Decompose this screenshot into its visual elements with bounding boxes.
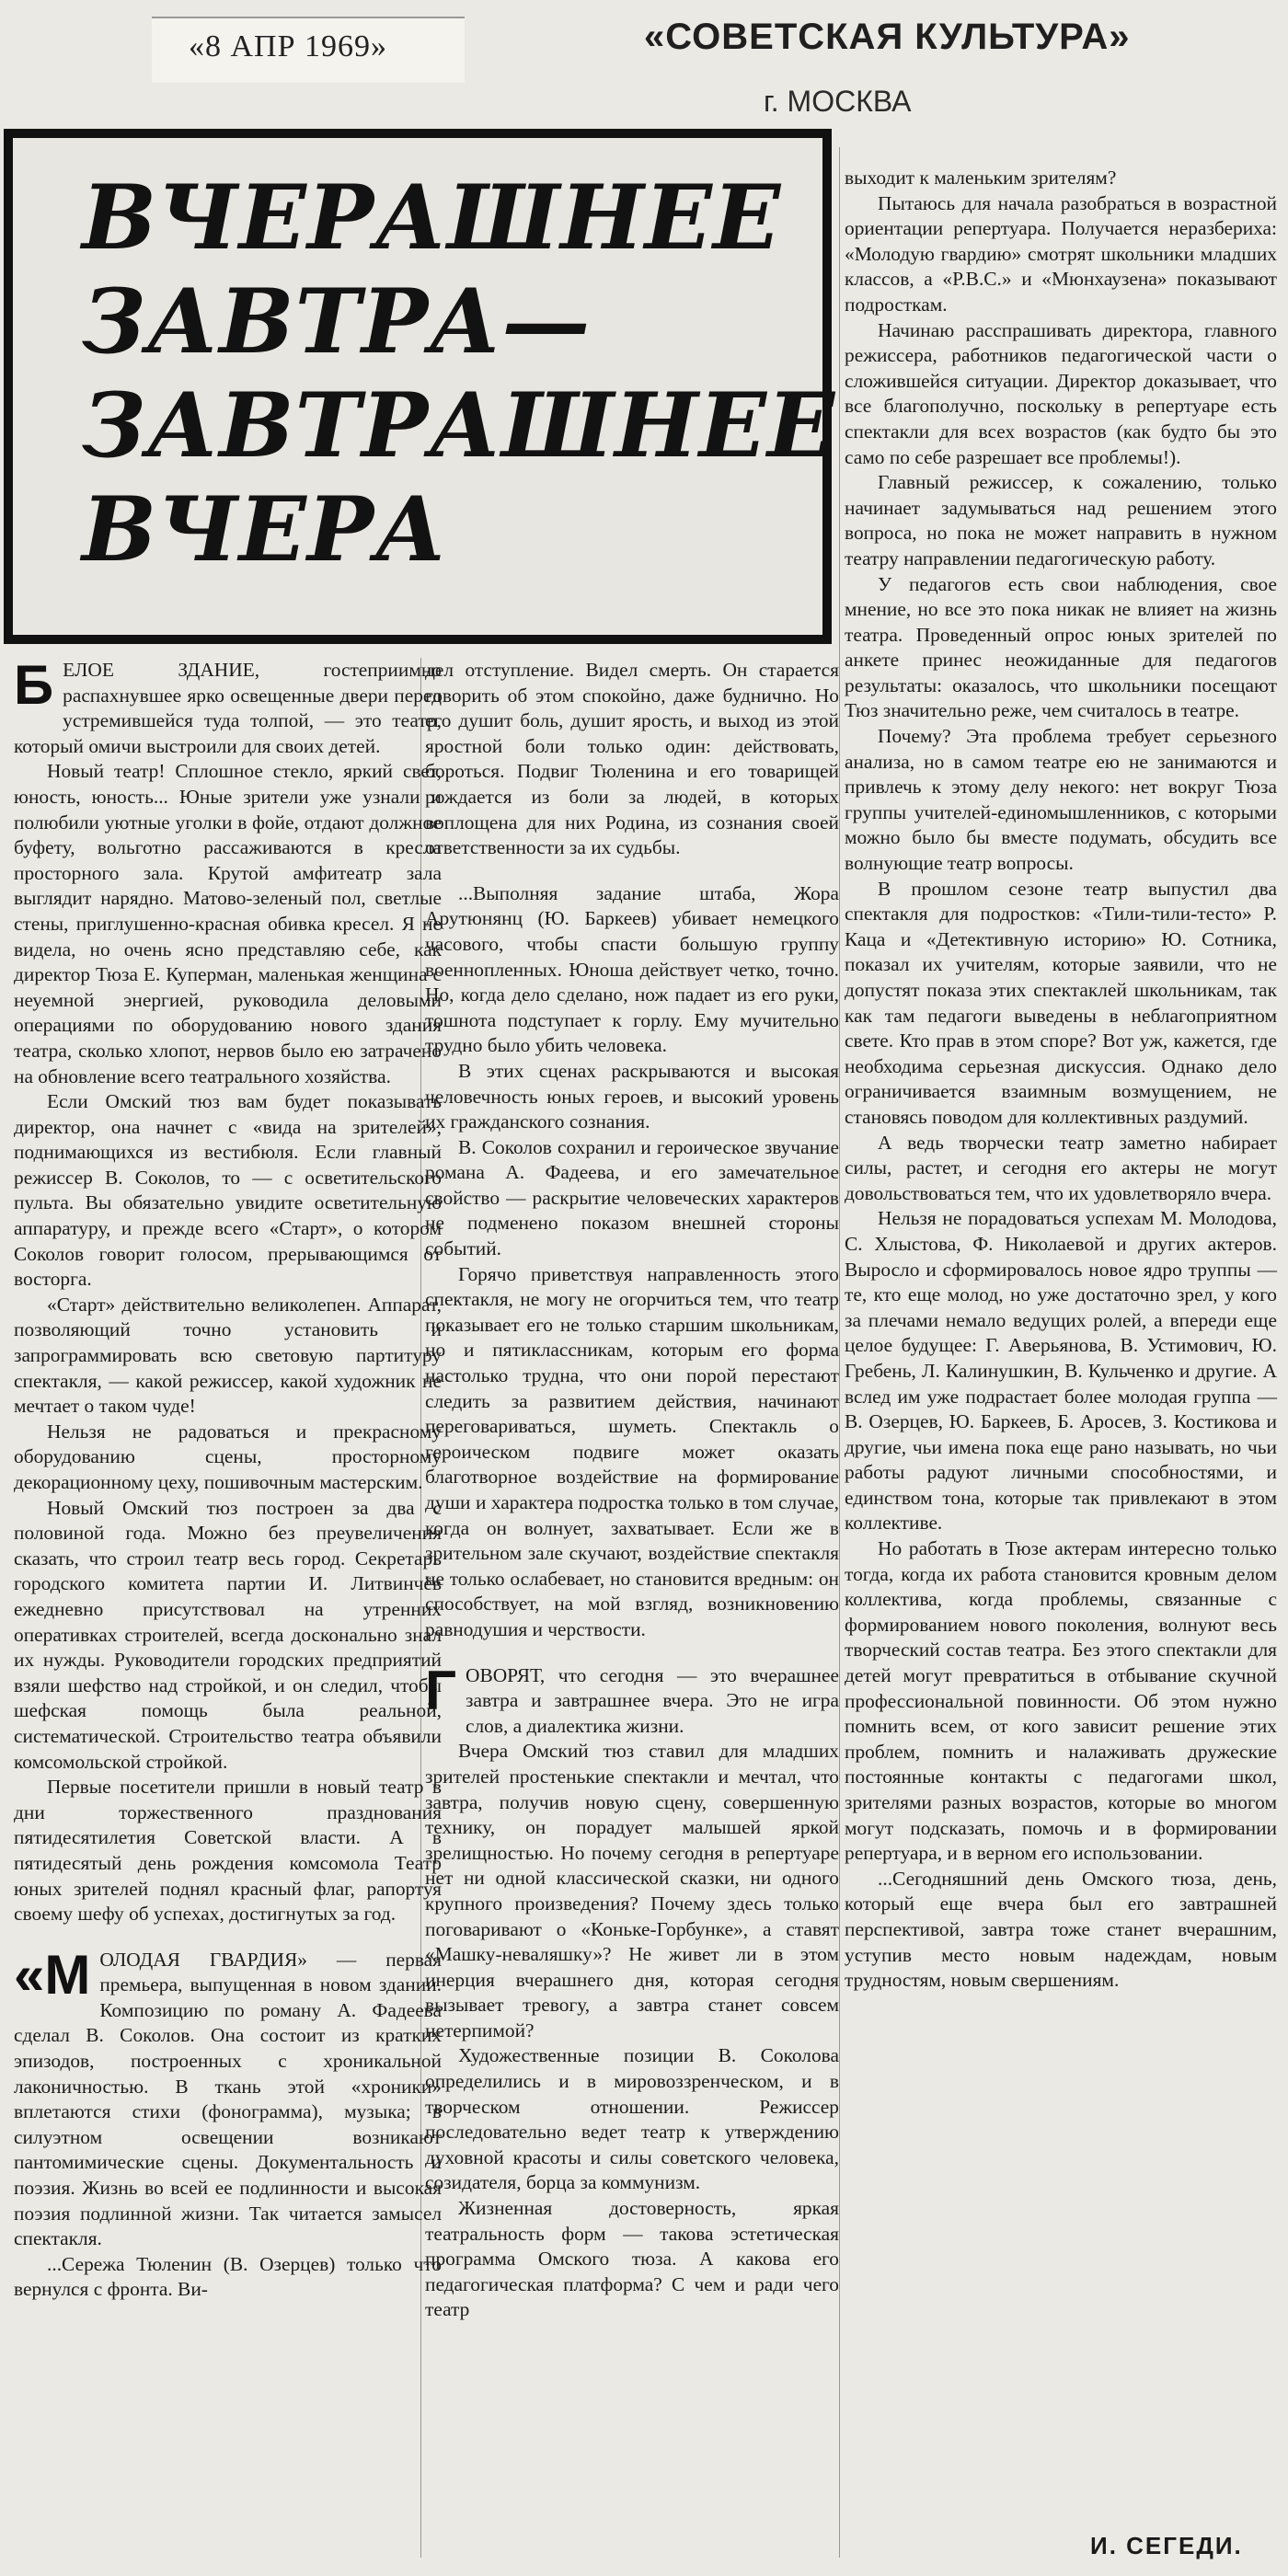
- paragraph: Нельзя не порадоваться успехам М. Молодова, С. Хлыстова, Ф. Николаевой и других актеров. Выросло и сформировалось новое ядро труппы — те, кто еще молод, но уже достаточно зрел, у кого за плечами немало ведущих ролей, а впереди еще целое будущее: Г. Аверьянова, В. Устимович, Ю. Гребень, Л. Калинушкин, В. Кульченко и другие. А вслед им уже подрастает более молодая группа — В. Озерцев, Ю. Баркеев, Б. Аросев, З. Костикова и другие, чьи имена пока еще рано называть, но чьи работы радуют личными способностями, и единством тона, которые так привлекают в этом коллективе.: [845, 1207, 1277, 1535]
- paragraph: Горячо приветствуя направленность этого спектакля, не могу не огорчиться тем, что театр показывает его не только старшим школьникам, но и пятиклассникам, которым его форма настолько трудна, что они порой перестают следить за развитием действия, начинают переговариваться, шуметь. Спектакль о героическом подвиге может оказать благотворное воздействие на формирование души и характера подростка только в том случае, когда он волнует, захватывает. Если же в зрительном зале скучают, воздействие спектакля не только ослабевает, но становится вредным: он способствует, на мой взгляд, возникновению равнодушия и черствости.: [425, 1262, 839, 1640]
- column-rule: [839, 147, 840, 2558]
- paragraph: Главный режиссер, к сожалению, только начинает задумываться над решением этого вопроса, но пока не может направить в нужном театру направлении педагогическую работу.: [845, 471, 1277, 569]
- paragraph: ...Сегодняшний день Омского тюза, день, который еще вчера был его завтрашней перспективой, завтра тоже станет вчерашним, уступив место новым надеждам, новым трудностям, новым свершениям.: [845, 1867, 1277, 1992]
- spacer: [425, 861, 839, 881]
- article-column-3: [845, 166, 1277, 1994]
- paragraph: Нельзя не радоваться и прекрасному оборудованию сцены, просторному декорационному цеху, пошивочным мастерским.: [14, 1420, 442, 1493]
- spacer: [425, 1643, 839, 1663]
- date-stamp-text: «8 АПР 1969»: [189, 29, 388, 63]
- headline-line: ВЧЕРАШНЕЕ: [82, 166, 782, 270]
- paragraph: Новый Омский тюз построен за два с половиной года. Можно без преувеличения сказать, что строил театр весь город. Секретарь городского комитета партии И. Литвинчёв ежедневно присутствовал на утренних оперативках строителей, всегда досконально знал их нужды. Руководители городских предприятий взяли шефство над стройкой, и он следил, чтобы шефская помощь была реальной, систематической. Строительство театра объявили комсомольской стройкой.: [14, 1496, 442, 1773]
- date-stamp: [152, 17, 465, 83]
- headline-line: ЗАВТРА—: [82, 270, 592, 374]
- paragraph: Новый театр! Сплошное стекло, яркий свет, юность, юность... Юные зрители уже узнали и полюбили уютные уголки в фойе, отдают должное буфету, вольготно рассаживаются в кресла просторного зала. Крутой амфитеатр зала выглядит нарядно. Матово-зеленый пол, светлые стены, приглушенно-красная обивка кресел. Я не видела, но очень ясно представляю себе, как директор Тюза Е. Куперман, маленькая женщина с неуемной энергией, руководила деловыми операциями по оборудованию нового здания театра, сколько хлопот, нервов было ею затрачено на обновление всего театрального хозяйства.: [14, 760, 442, 1087]
- paragraph: В этих сценах раскрываются и высокая человечность юных героев, и высокий уровень их гражданского сознания.: [425, 1059, 839, 1133]
- paragraph: «Старт» действительно великолепен. Аппарат, позволяющий точно установить и запрограммировать всю световую партитуру спектакля, — какой режиссер, какой художник не мечтает о таком чуде!: [14, 1293, 442, 1418]
- paragraph: В прошлом сезоне театр выпустил два спектакля для подростков: «Тили-тили-тесто» Р. Каца и «Детективную историю» Ю. Сотника, показал их учителям, которые заявили, что не допустят показа этих спектаклей школьникам, так как там педагоги выведены в неблагоприятном свете. Кто прав в этом споре? Вот уж, кажется, где необходима серьезная дискуссия. Однако дело ограничивается взаимным возмущением, не становясь поводом для коллективных раздумий.: [845, 877, 1277, 1128]
- headline-box: [4, 129, 836, 644]
- paragraph: Художественные позиции В. Соколова определились и в мировоззренческом, и в творческом отношении. Режиссер последовательно ведет театр к утверждению духовной красоты и силы советского человека, созидателя, борца за коммунизм.: [425, 2044, 839, 2194]
- paragraph: Но работать в Тюзе актерам интересно только тогда, когда их работа становится кровным делом коллектива, когда проблемы, связанные с формированием нового поколения, волнуют весь творческий состав театра. Без этого спектакли для детей могут превратиться в отбывание скучной профессиональной повинности. Об этом нужно помнить всем, от кого зависит решение этих проблем, помнить и налаживать дружеские постоянные контакты с педагогами школ, зрителями разных возрастов, которые во многом могут подсказать, помочь и в формировании репертуара, и в верном его использовании.: [845, 1537, 1277, 1865]
- paragraph: [14, 654, 442, 759]
- paragraph-text: ОЛОДАЯ ГВАРДИЯ» — первая премьера, выпущенная в новом здании. Композицию по роману А. Фадеева сделал В. Соколов. Она состоит из кратких эпизодов, построенных с хроникальной лаконичностью. В ткань этой «хроники» вплетаются стихи (фонограмма), музыка; в силуэтном освещении возникают пантомимические сцены. Документальность и поэзия. Жизнь во всей ее подлинности и высокая поэзия подлинной жизни. Так читается замысел спектакля.: [14, 1948, 442, 2250]
- paragraph: Начинаю расспрашивать директора, главного режиссера, работников педагогической части о сложившейся ситуации. Директор доказывает, что все благополучно, поскольку в репертуаре есть спектакли для всех возрастов (как будто бы это само по себе разрешает все проблемы!).: [845, 318, 1277, 468]
- article-column-1: [14, 654, 442, 2303]
- paragraph: Жизненная достоверность, яркая театральность форм — такова эстетическая программа Омского тюза. А какова его педагогическая платформа? С чем и ради чего театр: [425, 2197, 839, 2321]
- newspaper-city: г. МОСКВА: [764, 85, 912, 118]
- paragraph: ...Выполняя задание штаба, Жора Арутюнянц (Ю. Баркеев) убивает немецкого часового, чтобы спасти большую группу военнопленных. Юноша действует четко, точно. Но, когда дело сделано, нож падает из его руки, тошнота подступает к горлу. Ему мучительно трудно было убить человека.: [425, 881, 839, 1057]
- headline-line: ВЧЕРА: [82, 477, 448, 581]
- paragraph: Пытаюсь для начала разобраться в возрастной ориентации репертуара. Получается неразбериха: «Молодую гвардию» смотрят школьники младших классов, а «Р.В.С.» и «Мюнхаузена» показывают подросткам.: [845, 191, 1277, 316]
- paragraph: [425, 1659, 839, 1740]
- paragraph: дел отступление. Видел смерть. Он старается говорить об этом спокойно, даже буднично. Но его душит боль, душит ярость, и выход из этой яростной боли только один: действовать, бороться. Подвиг Тюленина и его товарищей рождается из боли за людей, в которых воплощена для них Родина, из сознания своей ответственности за их судьбы.: [425, 659, 839, 859]
- newspaper-name: «СОВЕТСКАЯ КУЛЬТУРА»: [644, 17, 1131, 57]
- paragraph: [14, 1943, 442, 2252]
- paragraph: Если Омский тюз вам будет показывать директор, она начнет с «вида на зрителей», поднимающихся из вестибюля. Если главный режиссер В. Соколов, то — с осветительского пульта. Вы обязательно увидите осветительную аппаратуру, и прежде всего «Старт», о котором Соколов говорит голосом, прерывающимся от восторга.: [14, 1090, 442, 1291]
- paragraph: В. Соколов сохранил и героическое звучание романа А. Фадеева, и его замечательное свойство — раскрытие человеческих характеров не подменено показом внешней стороны событий.: [425, 1135, 839, 1260]
- paragraph: Вчера Омский тюз ставил для младших зрителей простенькие спектакли и мечтал, что завтра, получив новую сцену, совершенную технику, он порадует малышей яркой зрелищностью. Но почему сегодня в репертуаре нет ни одной классической сказки, ни одного крупного произведения? Почему здесь только поговаривают о «Коньке-Горбунке», а ставят «Машку-неваляшку»? Не живет ли в этом инерция вчерашнего дня, которая сегодня вызывает тревогу, а завтра станет совсем нетерпимой?: [425, 1740, 839, 2041]
- paragraph: ...Сережа Тюленин (В. Озерцев) только что вернулся с фронта. Ви-: [14, 2252, 442, 2301]
- paragraph: Почему? Эта проблема требует серьезного анализа, но в самом театре ею не занимаются и привлечь к этому делу некого: нет вокруг Тюза группы учителей-единомышленников, с которыми можно было бы вместе подумать, обсудить все волнующие театр вопросы.: [845, 725, 1277, 875]
- paragraph-text: ЕЛОЕ ЗДАНИЕ, гостеприимно распахнувшее ярко освещенные двери перед устремившейся туда толпой, — это театр, который омичи выстроили для своих детей.: [14, 659, 442, 757]
- paragraph: У педагогов есть свои наблюдения, свое мнение, но все это пока никак не влияет на жизнь театра. Проведенный опрос юных зрителей по анкете принес неожиданные для педагогов результаты: оказалось, что школьники посещают Тюз значительно реже, чем считалось в театре.: [845, 572, 1277, 722]
- article-column-2: [425, 658, 839, 2323]
- drop-cap: «М: [14, 1943, 91, 2006]
- headline-line: ЗАВТРАШНЕЕ: [82, 374, 836, 477]
- drop-cap: Г: [425, 1659, 457, 1721]
- paragraph: выходит к маленьким зрителям?: [845, 167, 1117, 189]
- paragraph: А ведь творчески театр заметно набирает силы, растет, и сегодня его актеры не могут довольствоваться тем, что их удовлетворяло вчера.: [845, 1131, 1277, 1204]
- drop-cap: Б: [14, 654, 54, 716]
- paragraph: Первые посетители пришли в новый театр в дни торжественного празднования пятидесятилетия Советской власти. А в пятидесятый день рождения комсомола Театр юных зрителей поднял красный флаг, рапортуя своему шефу об успехах, достигнутых за год.: [14, 1776, 442, 1926]
- paragraph-text: ОВОРЯТ, что сегодня — это вчерашнее завтра и завтрашнее вчера. Это не игра слов, а диалектика жизни.: [466, 1663, 839, 1737]
- headline: [82, 166, 836, 581]
- author-signature: И. СЕГЕДИ.: [1090, 2532, 1243, 2559]
